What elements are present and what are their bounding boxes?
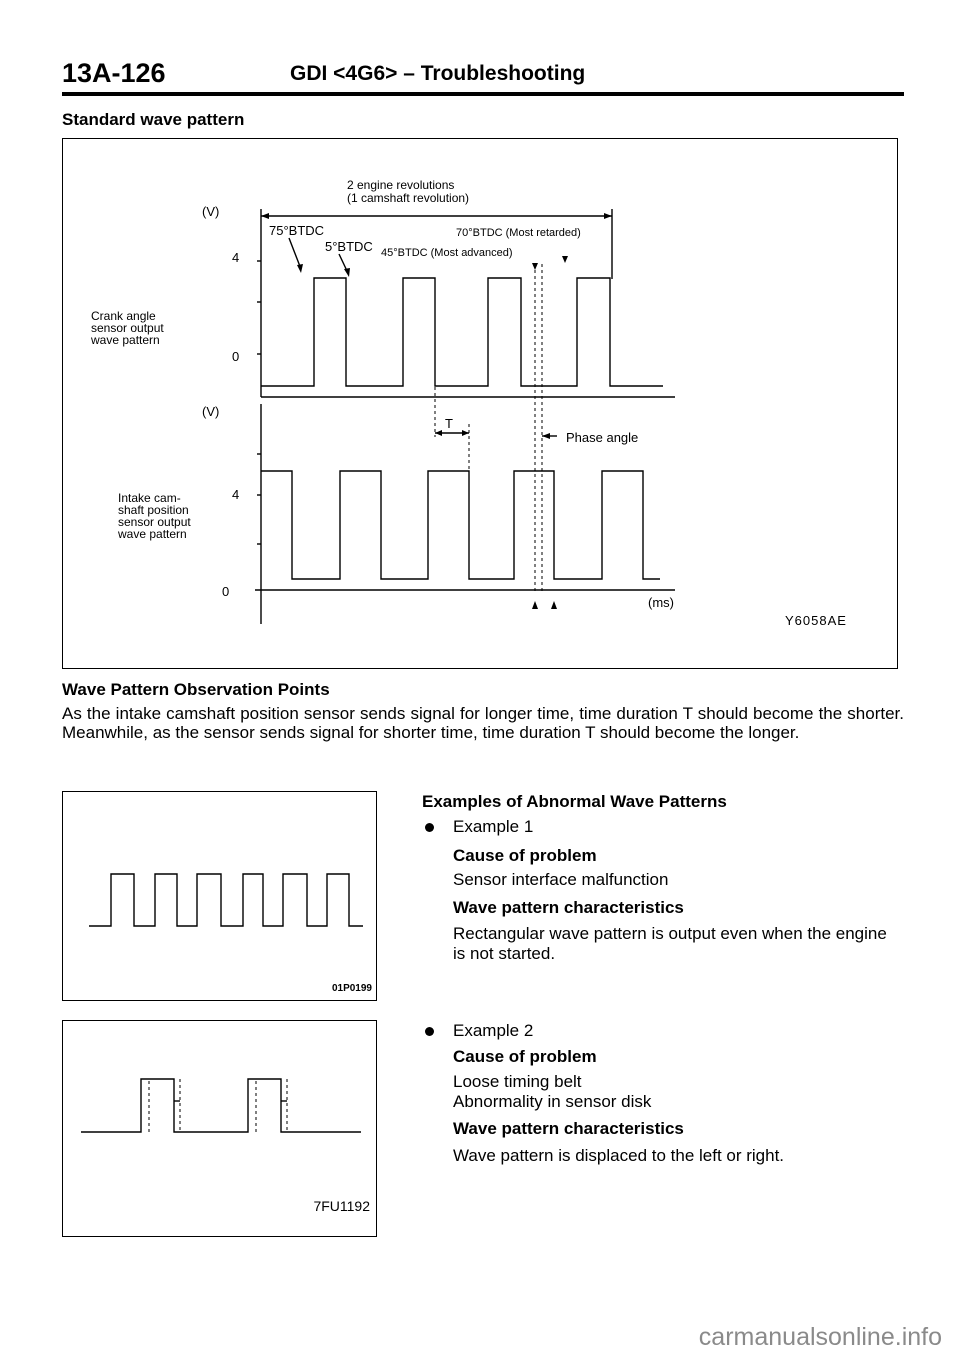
section-title-standard: Standard wave pattern <box>62 110 245 129</box>
crank-label-2: sensor output <box>91 321 164 335</box>
btdc-45-label: 45°BTDC (Most advanced) <box>381 247 513 259</box>
example1-char-heading: Wave pattern characteristics <box>453 898 684 917</box>
btdc-75-label: 75°BTDC <box>269 223 325 238</box>
abnormal-title: Examples of Abnormal Wave Patterns <box>422 792 727 811</box>
tick-0-top: 0 <box>232 349 240 364</box>
cam-label-4: wave pattern <box>118 527 187 541</box>
cam-label-1: Intake cam- <box>118 491 181 505</box>
page-number: 13A-126 <box>62 58 166 88</box>
example1-cause-heading: Cause of problem <box>453 846 597 865</box>
example1-figure <box>62 791 377 1001</box>
example2-cause-heading: Cause of problem <box>453 1047 597 1066</box>
standard-wave-figure <box>62 138 898 669</box>
example2-char-heading: Wave pattern characteristics <box>453 1119 684 1138</box>
crank-wave <box>261 278 663 386</box>
example1-cause: Sensor interface malfunction <box>453 870 669 889</box>
wave-diagram-graphic <box>63 139 897 668</box>
volt-unit-bottom: (V) <box>202 404 220 419</box>
example2-characteristics: Wave pattern is displaced to the left or right. <box>453 1146 785 1165</box>
example1-figure-code: 01P0199 <box>331 983 372 994</box>
phase-angle-label: Phase angle <box>566 430 639 445</box>
page-title: GDI <4G6> – Troubleshooting <box>290 62 586 85</box>
btdc-5-label: 5°BTDC <box>325 239 373 254</box>
example1-characteristics: Rectangular wave pattern is output even when the engine is not started. <box>453 924 887 963</box>
watermark: carmanualsonline.info <box>698 1323 942 1351</box>
volt-unit-top: (V) <box>202 204 220 219</box>
revolutions-label-1: 2 engine revolutions <box>347 178 455 192</box>
cam-label-3: sensor output <box>118 515 191 529</box>
example2-cause-1: Loose timing belt <box>453 1072 582 1091</box>
example2-figure-code: 7FU1192 <box>313 1198 370 1214</box>
figure-code-main: Y6058AE <box>785 613 847 628</box>
observation-body: As the intake camshaft position sensor sends signal for longer time, time duration T should become the shorter. Meanwhile, as the sensor sends signal for shorter time, time duration T should become the longer. <box>62 704 904 742</box>
example1-label: Example 1 <box>453 817 534 836</box>
btdc-70-label: 70°BTDC (Most retarded) <box>456 227 581 239</box>
crank-label-1: Crank angle <box>91 309 156 323</box>
cam-wave <box>261 471 660 579</box>
example1-wave <box>89 874 363 926</box>
period-t-label: T <box>445 416 453 431</box>
tick-4-bottom: 4 <box>232 487 240 502</box>
revolutions-label-2: (1 camshaft revolution) <box>347 191 470 205</box>
bullet-example1 <box>425 823 434 832</box>
observation-title: Wave Pattern Observation Points <box>62 680 330 699</box>
example2-wave <box>81 1079 361 1132</box>
time-unit-label: (ms) <box>648 595 674 610</box>
bullet-example2 <box>425 1027 434 1036</box>
header-rule <box>62 92 904 96</box>
tick-0-bottom: 0 <box>222 584 230 599</box>
example2-label: Example 2 <box>453 1021 534 1040</box>
tick-4-top: 4 <box>232 250 240 265</box>
crank-label-3: wave pattern <box>91 333 160 347</box>
example2-cause-2: Abnormality in sensor disk <box>453 1092 652 1111</box>
example2-figure <box>62 1020 377 1237</box>
example1-wave-graphic <box>63 792 376 1000</box>
cam-label-2: shaft position <box>118 503 189 517</box>
